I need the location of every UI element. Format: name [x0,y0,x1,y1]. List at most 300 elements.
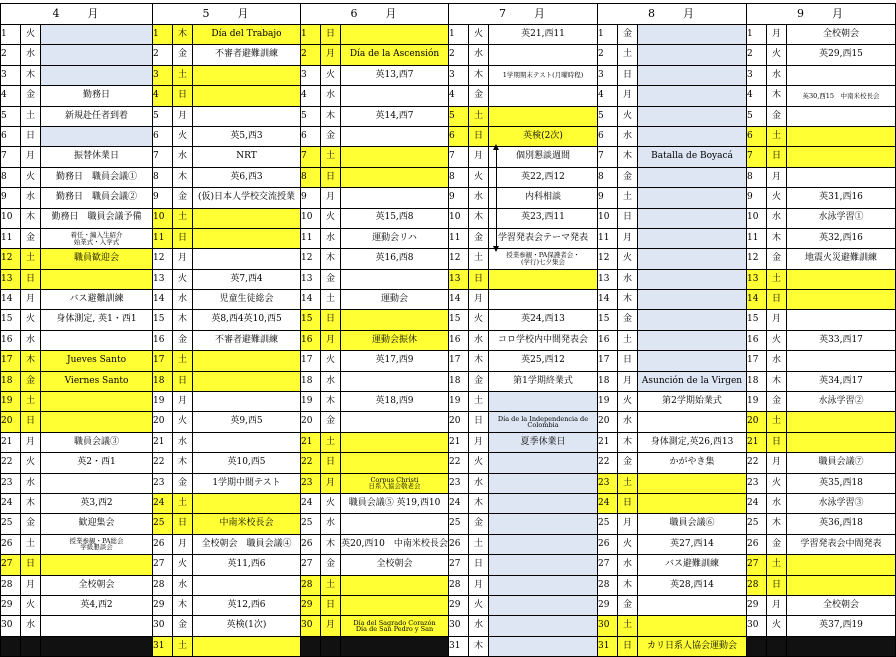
day-row [1,351,153,371]
day-number: 10 [301,208,321,228]
day-row [301,86,449,106]
day-number: 29 [301,595,321,615]
weekday: 火 [173,555,193,575]
event-cell: 児童生徒総会 [193,290,301,310]
day-row [153,86,301,106]
day-row [153,575,301,595]
event-cell: 職員会議⑥ [638,514,747,534]
weekday: 金 [321,126,341,146]
day-number: 13 [449,269,469,289]
day-number: 18 [153,371,173,391]
day-number: 2 [598,45,618,65]
weekday: 土 [21,249,41,269]
month-column [597,3,746,657]
weekday: 日 [321,167,341,187]
weekday: 金 [21,228,41,248]
weekday: 土 [21,106,41,126]
day-number: 1 [153,25,173,45]
day-number: 13 [598,269,618,289]
weekday: 火 [767,188,787,208]
day-row [153,534,301,554]
day-row [449,65,598,85]
weekday: 土 [767,126,787,146]
weekday: 金 [618,310,638,330]
day-row [747,126,896,146]
day-number: 29 [747,595,767,615]
day-number: 25 [1,514,21,534]
day-row [1,432,153,452]
event-cell: Asunción de la Virgen [638,371,747,391]
day-row [301,330,449,350]
weekday: 日 [21,269,41,289]
day-row [301,228,449,248]
event-cell [41,392,153,412]
day-number: 23 [153,473,173,493]
day-row [747,208,896,228]
day-row [449,534,598,554]
day-number: 3 [1,65,21,85]
day-row [598,616,747,636]
day-row [747,167,896,187]
weekday: 水 [21,45,41,65]
event-cell: カリ日系人協会運動会 [638,636,747,656]
weekday: 月 [469,432,489,452]
day-number: 15 [747,310,767,330]
day-row [598,595,747,615]
day-number: 23 [449,473,469,493]
day-row [153,228,301,248]
weekday: 月 [321,188,341,208]
month-table [300,3,449,657]
day-row [153,45,301,65]
event-cell: 英8,西4英10,西5 [193,310,301,330]
event-cell [41,473,153,493]
day-number: 16 [598,330,618,350]
event-cell [193,351,301,371]
event-cell: 英36,西18 [787,514,896,534]
day-number: 6 [1,126,21,146]
day-number: 17 [1,351,21,371]
event-cell [193,371,301,391]
day-row [747,290,896,310]
day-row [1,45,153,65]
weekday: 土 [618,45,638,65]
event-cell: 運動会 [341,290,449,310]
event-cell [41,126,153,146]
day-number: 17 [747,351,767,371]
day-row [153,126,301,146]
event-cell: 英25,西12 [489,351,598,371]
weekday: 月 [618,514,638,534]
day-number: 30 [747,616,767,636]
event-cell [341,473,449,493]
day-number: 18 [1,371,21,391]
weekday: 月 [321,473,341,493]
weekday: 水 [469,45,489,65]
day-number: 16 [1,330,21,350]
event-cell [638,25,747,45]
event-cell [193,575,301,595]
event-cell [341,575,449,595]
day-number: 7 [747,147,767,167]
event-cell [787,636,896,656]
event-cell [193,636,301,656]
day-number: 7 [153,147,173,167]
event-cell [41,228,153,248]
event-cell [638,65,747,85]
day-row [301,106,449,126]
day-row [1,188,153,208]
event-cell [638,249,747,269]
event-cell [638,228,747,248]
day-number: 28 [747,575,767,595]
day-number: 30 [301,616,321,636]
event-cell: 勤務日 [41,86,153,106]
weekday: 土 [321,432,341,452]
day-number: 27 [1,555,21,575]
day-number: 7 [598,147,618,167]
event-cell: 英28,西14 [638,575,747,595]
day-row [153,555,301,575]
event-cell [489,514,598,534]
day-number: 28 [449,575,469,595]
day-row [1,249,153,269]
weekday: 木 [321,249,341,269]
event-cell [489,86,598,106]
day-number: 28 [301,575,321,595]
day-number: 8 [747,167,767,187]
weekday: 土 [173,65,193,85]
weekday: 月 [21,290,41,310]
day-number: 30 [598,616,618,636]
day-number: 20 [1,412,21,432]
event-cell: 英33,西17 [787,330,896,350]
event-cell [193,493,301,513]
weekday: 土 [767,412,787,432]
day-row [598,493,747,513]
event-cell [341,453,449,473]
day-number: 9 [1,188,21,208]
day-row [449,432,598,452]
day-row [1,493,153,513]
day-number: 28 [598,575,618,595]
day-number: 22 [598,453,618,473]
day-number: 18 [598,371,618,391]
day-row [449,412,598,432]
weekday: 金 [618,167,638,187]
event-cell [341,269,449,289]
day-number: 12 [153,249,173,269]
weekday: 日 [321,453,341,473]
day-row [153,330,301,350]
day-row [449,453,598,473]
day-row [747,392,896,412]
weekday: 水 [21,473,41,493]
day-number: 14 [449,290,469,310]
weekday: 月 [618,228,638,248]
day-row [449,595,598,615]
event-cell [638,45,747,65]
day-number: 9 [301,188,321,208]
day-number: 31 [598,636,618,656]
day-number: 2 [1,45,21,65]
event-cell [41,616,153,636]
event-cell [489,534,598,554]
day-number: 22 [301,453,321,473]
day-row [747,473,896,493]
weekday: 水 [173,147,193,167]
weekday: 火 [469,595,489,615]
day-row [449,636,598,656]
weekday: 木 [21,65,41,85]
event-cell: 職員会議③ [41,432,153,452]
day-row [598,555,747,575]
day-number: 18 [449,371,469,391]
weekday: 木 [767,228,787,248]
day-row [153,25,301,45]
day-number: 5 [301,106,321,126]
day-row [598,514,747,534]
month-table [597,3,747,657]
weekday: 土 [321,147,341,167]
day-row [449,290,598,310]
event-cell [41,25,153,45]
day-row [1,228,153,248]
day-row [449,392,598,412]
day-number: 11 [153,228,173,248]
day-row [301,45,449,65]
event-cell [787,86,896,106]
weekday: 月 [767,25,787,45]
day-number: 18 [747,371,767,391]
arrow-up-icon [493,144,499,150]
day-number: 1 [1,25,21,45]
day-row [747,330,896,350]
event-cell: 身体測定,英26,西13 [638,432,747,452]
event-cell: 職員会議⑦ [787,453,896,473]
event-cell [341,371,449,391]
event-cell: 英7,西4 [193,269,301,289]
day-row [153,392,301,412]
day-number: 9 [153,188,173,208]
weekday: 金 [767,249,787,269]
weekday: 金 [321,555,341,575]
weekday: 月 [767,595,787,615]
day-row [598,106,747,126]
day-row [747,25,896,45]
weekday: 水 [767,208,787,228]
weekday: 月 [767,167,787,187]
month-header: 8 月 [598,4,747,25]
day-row [1,208,153,228]
event-cell: 英6,西3 [193,167,301,187]
day-number: 11 [598,228,618,248]
day-number: 12 [449,249,469,269]
event-cell: 英3,西2 [41,493,153,513]
day-number: 7 [1,147,21,167]
day-row [598,249,747,269]
day-number: 22 [1,453,21,473]
day-row [598,188,747,208]
weekday: 水 [173,575,193,595]
event-cell: 運動会振休 [341,330,449,350]
day-row [598,575,747,595]
day-number: 1 [449,25,469,45]
event-cell: 内科相談 [489,188,598,208]
day-number: 9 [449,188,469,208]
weekday: 木 [321,534,341,554]
event-cell [341,188,449,208]
event-cell: 英10,西5 [193,453,301,473]
event-cell: 学習発表会中間発表 [787,534,896,554]
event-cell: 英9,西5 [193,412,301,432]
day-row [449,310,598,330]
day-number: 2 [301,45,321,65]
day-number: 23 [747,473,767,493]
day-number: 25 [301,514,321,534]
event-cell: 歓迎集会 [41,514,153,534]
weekday: 水 [618,412,638,432]
event-cell [341,126,449,146]
day-number: 29 [1,595,21,615]
weekday: 木 [21,208,41,228]
day-row [1,126,153,146]
weekday: 水 [618,555,638,575]
event-cell [489,473,598,493]
day-row [1,147,153,167]
day-number: 15 [1,310,21,330]
month-column [448,3,597,657]
weekday: 土 [618,330,638,350]
day-number: 16 [301,330,321,350]
weekday: 火 [173,412,193,432]
day-row [1,555,153,575]
weekday: 水 [767,351,787,371]
weekday: 木 [618,290,638,310]
event-cell [787,432,896,452]
event-cell [489,392,598,412]
day-number: 10 [598,208,618,228]
weekday: 木 [469,493,489,513]
day-number: 7 [449,147,469,167]
day-number: 1 [598,25,618,45]
day-row [598,65,747,85]
day-row [1,290,153,310]
weekday: 日 [767,575,787,595]
day-number: 14 [153,290,173,310]
month-column [152,3,300,657]
weekday: 月 [21,575,41,595]
day-number: 22 [153,453,173,473]
month-table [746,3,896,657]
weekday: 木 [173,310,193,330]
month-table [448,3,598,657]
day-row [449,351,598,371]
day-row [598,167,747,187]
event-cell [41,636,153,656]
weekday: 日 [767,432,787,452]
event-cell [489,65,598,85]
event-cell: 個別懇談週間 [489,147,598,167]
weekday: 水 [21,616,41,636]
event-cell: 英12,西6 [193,595,301,615]
day-row [301,412,449,432]
day-number: 16 [747,330,767,350]
event-cell [41,534,153,554]
day-row [598,208,747,228]
day-row [1,595,153,615]
weekday: 火 [321,493,341,513]
event-cell [638,188,747,208]
day-row [301,147,449,167]
weekday: 金 [321,269,341,289]
day-number: 21 [747,432,767,452]
day-row [301,208,449,228]
weekday: 火 [618,392,638,412]
weekday: 金 [618,25,638,45]
weekday: 火 [767,330,787,350]
day-number: 13 [1,269,21,289]
day-row [747,249,896,269]
weekday: 火 [767,473,787,493]
day-row [1,371,153,391]
day-row [1,167,153,187]
day-number: 10 [1,208,21,228]
weekday: 日 [173,371,193,391]
day-row [1,106,153,126]
day-row [747,269,896,289]
day-row [747,616,896,636]
weekday: 水 [21,330,41,350]
event-cell: (仮)日本人学校交流授業 [193,188,301,208]
event-cell [341,167,449,187]
day-row [1,392,153,412]
weekday: 日 [767,147,787,167]
day-number: 4 [449,86,469,106]
weekday: 月 [469,575,489,595]
day-row [1,616,153,636]
event-cell [489,595,598,615]
day-row [153,473,301,493]
weekday: 火 [21,310,41,330]
weekday: 火 [321,65,341,85]
day-number: 16 [153,330,173,350]
weekday: 土 [469,106,489,126]
weekday: 日 [21,126,41,146]
weekday: 金 [173,188,193,208]
event-cell [193,86,301,106]
day-number: 20 [153,412,173,432]
weekday: 木 [469,208,489,228]
day-row [598,412,747,432]
day-number: 9 [747,188,767,208]
day-row [153,65,301,85]
day-row [598,453,747,473]
event-cell [341,636,449,656]
event-cell: 英24,西13 [489,310,598,330]
day-row [449,371,598,391]
event-cell: 英22,西12 [489,167,598,187]
event-cell [638,86,747,106]
day-number: 4 [1,86,21,106]
event-cell [341,432,449,452]
day-row [747,106,896,126]
month-column [746,3,895,657]
weekday: 木 [21,351,41,371]
weekday: 木 [618,575,638,595]
weekday: 日 [173,86,193,106]
month-column [300,3,448,657]
